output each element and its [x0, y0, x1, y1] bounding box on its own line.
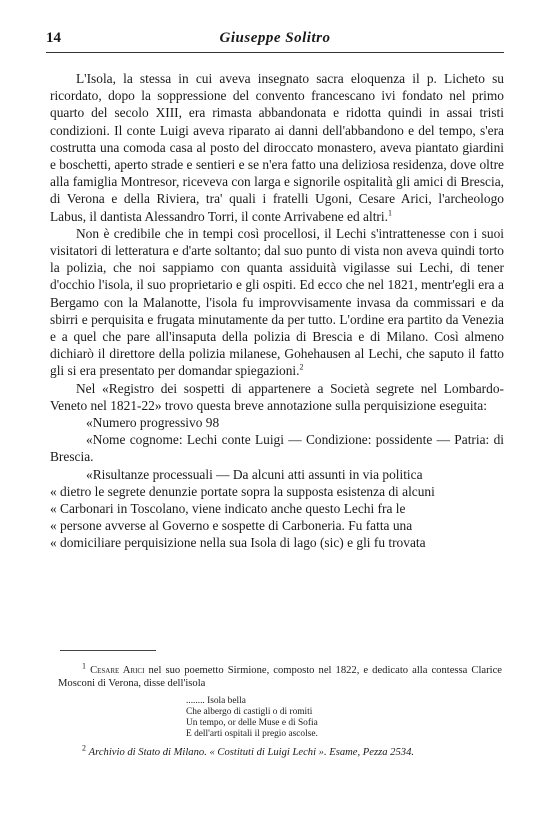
page-number: 14	[46, 30, 61, 46]
verse-line: ........ Isola bella	[186, 696, 246, 706]
quote-line: « persone avverse al Governo e sospette di Carboneria. Fu fatta una	[50, 518, 413, 534]
quote-line: « domiciliare perquisizione nella sua Isola di lago (sic) e gli fu trovata	[50, 535, 426, 551]
record-line: «Risultanze processuali — Da alcuni atti assunti in via politica	[86, 466, 423, 482]
footnote-verse	[186, 696, 502, 740]
footnote-2	[58, 743, 502, 759]
running-title: Giuseppe Solitro	[219, 30, 331, 46]
main-text	[50, 70, 504, 552]
paragraph-1-text: L'Isola, la stessa in cui aveva insegnato sacra eloquenza il p. Licheto su ricordato, dopo la soppressione del convento francescano ivi fondato nel primo quarto del secolo XIII, era rimasta abbandonata e ridotta quindi in assai tristi condizioni. Il conte Luigi aveva riparato ai danni dell'abbandono e del tempo, s'era costrutta una comoda casa al posto del diroccato monastero, aveva piantato giardini e boschetti, aperto strade e sentieri e se n'era fatto una deliziosa residenza, dove oltre alla famiglia Montresor, riceveva con larga e signorile ospitalità gli amici di Brescia, di Verona e della Riviera, tra' quali i fratelli Ugoni, Cesare Arici, l'archeologo Labus, il dantista Alessandro Torri, il conte Arrivabene ed altri.	[50, 71, 504, 224]
footnote-1	[58, 661, 502, 690]
footnote-rule	[60, 650, 156, 651]
paragraph-2-text: Non è credibile che in tempi così procellosi, il Lechi s'intrattenesse con i suoi visitatori di letteratura e d'arte soltanto; dal suo punto di vista non aveva quindi torto la polizia, che noi sappiamo con quanta assiduità vigilasse sui Lechi, di tener d'occhio l'isola, il suo proprietario e gli ospiti. Ed ecco che nel 1821, mentr'egli era a Bergamo con la Malanotte, l'isola fu improvvisamente invasa da commissari e da sbirri e perquisita e frugata minutamente da per tutto. L'ordine era partito da Venezia e a quel che pare all'insaputa della polizia di Brescia e di Milano. Così almeno dichiarò il direttore della polizia milanese, Gohehausen al Lechi, che saputo il fatto gli si era presentato per domandar spiegazioni.	[50, 225, 504, 379]
header-rule	[46, 52, 504, 53]
paragraph-1	[50, 70, 504, 225]
verse-line: Che albergo di castigli o di romiti	[186, 707, 313, 717]
paragraph-2	[50, 225, 504, 380]
footnote-ref-1: 1	[387, 208, 392, 218]
footnote-ref-2: 2	[299, 362, 304, 372]
page-header	[46, 30, 504, 50]
quote-line: « dietro le segrete denunzie portate sopra la supposta esistenza di alcuni	[50, 483, 435, 499]
quote-line: « Carbonari in Toscolano, viene indicato anche questo Lechi fra le	[50, 501, 406, 517]
record-line: «Nome cognome: Lechi conte Luigi — Condizione: possidente — Patria: di Brescia.	[50, 432, 504, 465]
register-record	[50, 414, 504, 552]
footnotes	[58, 661, 502, 759]
record-line: «Numero progressivo 98	[86, 415, 220, 431]
footnote-1-text: nel suo poemetto Sirmione, composto nel 1822, e dedicato alla contessa Clarice Mosconi di Verona, disse dell'isola	[58, 665, 502, 689]
footnote-2-mark: 2	[82, 743, 86, 753]
paragraph-3: Nel «Registro dei sospetti di appartenere a Società segrete nel Lombardo-Veneto nel 1821-22» trovo questa breve annotazione sulla perquisizione eseguita:	[50, 380, 504, 413]
verse-line: E dell'arti ospitali il pregio ascolse.	[186, 729, 318, 739]
footnote-1-mark: 1	[82, 661, 86, 671]
footnote-2-text: Archivio di Stato di Milano. « Costituti di Luigi Lechi ». Esame, Pezza 2534.	[88, 747, 415, 758]
verse-line: Un tempo, or delle Muse e di Sofia	[186, 718, 318, 728]
footnote-1-author: Cesare Arici	[90, 665, 145, 676]
